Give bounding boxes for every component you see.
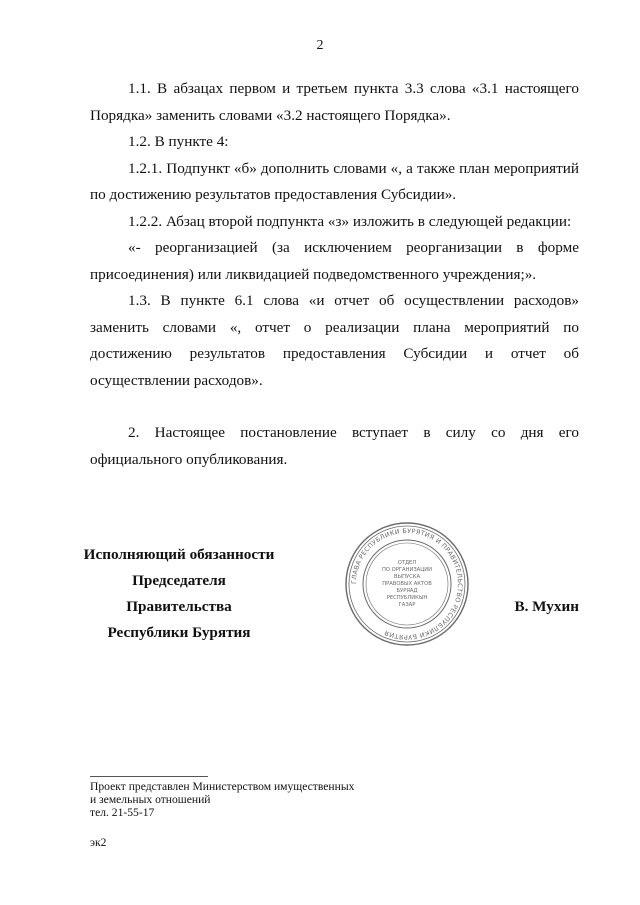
signatory-title-line: Исполняющий обязанности	[83, 546, 275, 563]
seal-inner-line: ГАЗАР	[398, 602, 416, 608]
footer-line: тел. 21-55-17	[90, 806, 155, 819]
seal-inner-line: ОТДЕЛ	[397, 560, 417, 566]
seal-inner-line: РЕСПУБЛИКЫН	[386, 595, 428, 601]
paragraph-2: 2. Настоящее постановление вступает в силу со дня его официального опубликования.	[90, 424, 579, 468]
paragraph-1-2-1: 1.2.1. Подпункт «б» дополнить словами «, а также план мероприятий по достижению результатов предоставления Субсидии».	[90, 159, 579, 203]
document-body	[90, 76, 579, 473]
signatory-name: В. Мухин	[514, 598, 579, 615]
seal-inner-line: ПО ОРГАНИЗАЦИИ	[381, 567, 433, 573]
footer-divider	[90, 776, 208, 777]
seal-ring-text: ГЛАВА РЕСПУБЛИКИ БУРЯТИЯ И ПРАВИТЕЛЬСТВО РЕСПУБЛИКИ БУРЯТИЯ	[349, 526, 465, 642]
paragraph-1-1: 1.1. В абзацах первом и третьем пункта 3.3 слова «3.1 настоящего Порядка» заменить словами «3.2 настоящего Порядка».	[90, 80, 579, 124]
seal-inner-line: ПРАВОВЫХ АКТОВ	[382, 581, 432, 587]
page-number: 2	[316, 38, 324, 53]
paragraph-quote: «- реорганизацией (за исключением реорганизации в форме присоединения) или ликвидацией подведомственного учреждения;».	[90, 239, 579, 283]
official-seal	[343, 520, 471, 648]
signatory-title-line: Республики Бурятия	[107, 624, 251, 641]
signature-block	[83, 542, 579, 641]
document-code: эк2	[90, 836, 107, 849]
paragraph-1-2: 1.2. В пункте 4:	[128, 133, 229, 150]
paragraph-1-3: 1.3. В пункте 6.1 слова «и отчет об осуществлении расходов» заменить словами «, отчет о реализации плана мероприятий по достижению результатов предоставления Субсидии и отчет об осуществлении расходов».	[90, 292, 579, 389]
footer-note	[90, 780, 354, 819]
seal-inner-line: ВЫПУСКА	[393, 574, 421, 580]
signatory-title	[79, 542, 279, 646]
footer-line: Проект представлен Министерством имущественных	[90, 780, 355, 793]
footer-line: и земельных отношений	[90, 793, 211, 806]
seal-inner-line: БУРЯАД	[396, 588, 418, 594]
paragraph-1-2-2: 1.2.2. Абзац второй подпункта «з» изложить в следующей редакции:	[128, 212, 572, 230]
signatory-title-line: Председателя Правительства	[126, 572, 232, 615]
